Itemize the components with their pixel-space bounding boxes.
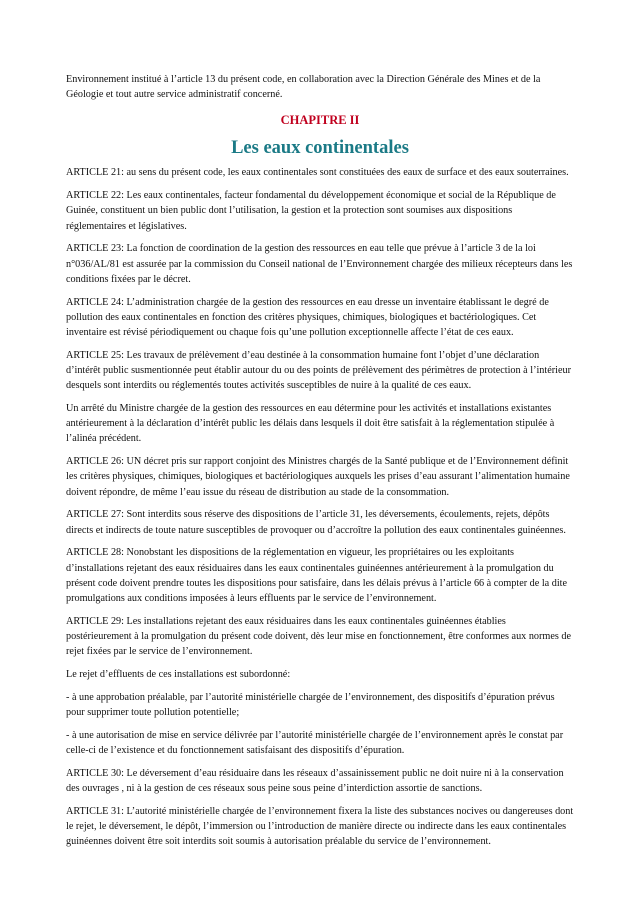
article-29-subordination: Le rejet d’effluents de ces installations est subordonné: bbox=[66, 669, 291, 681]
article-25: ARTICLE 25: Les travaux de prélèvement d’eau destinée à la consommation humaine font l’objet d’une déclaration d’intérêt public susmentionnée peut établir autour du ou des points de prélèvement des périmètres de protection à l’intérieur desquels sont interdits ou réglementés toutes activités susceptibles de nuire à la qualité de ces eaux. bbox=[66, 349, 571, 392]
chapter-heading: CHAPITRE II bbox=[280, 113, 360, 128]
article-31: ARTICLE 31: L’autorité ministérielle chargée de l’environnement fixera la liste des substances nocives ou dangereuses dont le rejet, le déversement, le dépôt, l’immersion ou l’introduction de manière directe ou indirecte dans les eaux continentales guinéennes doivent être soit interdits soit soumis à autorisation préalable du service de l’environnement. bbox=[66, 805, 574, 848]
article-22: ARTICLE 22: Les eaux continentales, facteur fondamental du développement économique et social de la République de Guinée, constituent un bien public dont l’utilisation, la gestion et la protection sont soumises aux dispositions réglementaires et législatives. bbox=[66, 190, 556, 232]
article-25-decree: Un arrêté du Ministre chargée de la gestion des ressources en eau détermine pour les activités et installations existantes antérieurement à la déclaration d’intérêt public les délais dans lesquels il doit être satisfait à la réglementation stipulée à l’alinéa précédent. bbox=[66, 403, 555, 445]
document-page bbox=[66, 72, 574, 857]
intro-paragraph: Environnement institué à l’article 13 du présent code, en collaboration avec la Direction Générale des Mines et de la Géologie et tout autre service administratif concerné. bbox=[66, 74, 541, 101]
article-30: ARTICLE 30: Le déversement d’eau résiduaire dans les réseaux d’assainissement public ne doit nuire ni à la conservation des ouvrages , ni à la gestion de ces réseaux sous peine sous peine d’interdiction assortie de sanctions. bbox=[66, 767, 564, 795]
article-29: ARTICLE 29: Les installations rejetant des eaux résiduaires dans les eaux continentales guinéennes établies postérieurement à la promulgation du présent code doivent, dès leur mise en fonctionnement, être conformes aux normes de rejet fixées par le service de l’environnement. bbox=[66, 615, 571, 658]
article-23: ARTICLE 23: La fonction de coordination de la gestion des ressources en eau telle que prévue à l’article 3 de la loi n°036/AL/81 est assurée par la commission du Conseil national de l’Environnement chargée des milieux récepteurs dans les conditions fixées par le décret. bbox=[66, 243, 573, 285]
article-21: ARTICLE 21: au sens du présent code, les eaux continentales sont constituées des eaux de surface et des eaux souterraines. bbox=[66, 167, 569, 179]
article-24: ARTICLE 24: L’administration chargée de la gestion des ressources en eau dresse un inventaire établissant le degré de pollution des eaux continentales en fonction des critères physiques, chimiques, biologiques et bactériologiques. Cet inventaire est révisé périodiquement ou chaque fois qu’une pollution exceptionnelle affecte l’état de ces eaux. bbox=[66, 296, 549, 339]
section-title: Les eaux continentales bbox=[231, 138, 409, 159]
article-27: ARTICLE 27: Sont interdits sous réserve des dispositions de l’article 31, les déversements, écoulements, rejets, dépôts directs et indirects de toute nature susceptibles de provoquer ou d’accroître la pollution des eaux continentales guinéennes. bbox=[66, 509, 566, 536]
article-29-condition-1: - à une approbation préalable, par l’autorité ministérielle chargée de l’environnement, des dispositifs d’épuration prévus pour supprimer toute pollution potentielle; bbox=[66, 691, 555, 719]
article-29-condition-2: - à une autorisation de mise en service délivrée par l’autorité ministérielle chargée de l’environnement après le constat par celle-ci de l’existence et du fonctionnement satisfaisant des dispositifs d’épuration. bbox=[66, 729, 564, 757]
article-26: ARTICLE 26: UN décret pris sur rapport conjoint des Ministres chargés de la Santé publique et de l’Environnement définit les critères physiques, chimiques, biologiques et bactériologiques auxquels les prises d’eau assurant l’alimentation humaine doivent répondre, de même l’eau issue du réseau de distribution au stade de la consommation. bbox=[66, 456, 570, 498]
article-28: ARTICLE 28: Nonobstant les dispositions de la réglementation en vigueur, les propriétaires ou les exploitants d’installations rejetant des eaux résiduaires dans les eaux continentales guinéennes antérieurement à la promulgation du présent code doivent prendre toutes les dispositions pour satisfaire, dans les délais prévus à l’article 66 à compter de la dite promulgations aux conditions imposées à leurs effluents par le service de l’environnement. bbox=[66, 547, 568, 605]
